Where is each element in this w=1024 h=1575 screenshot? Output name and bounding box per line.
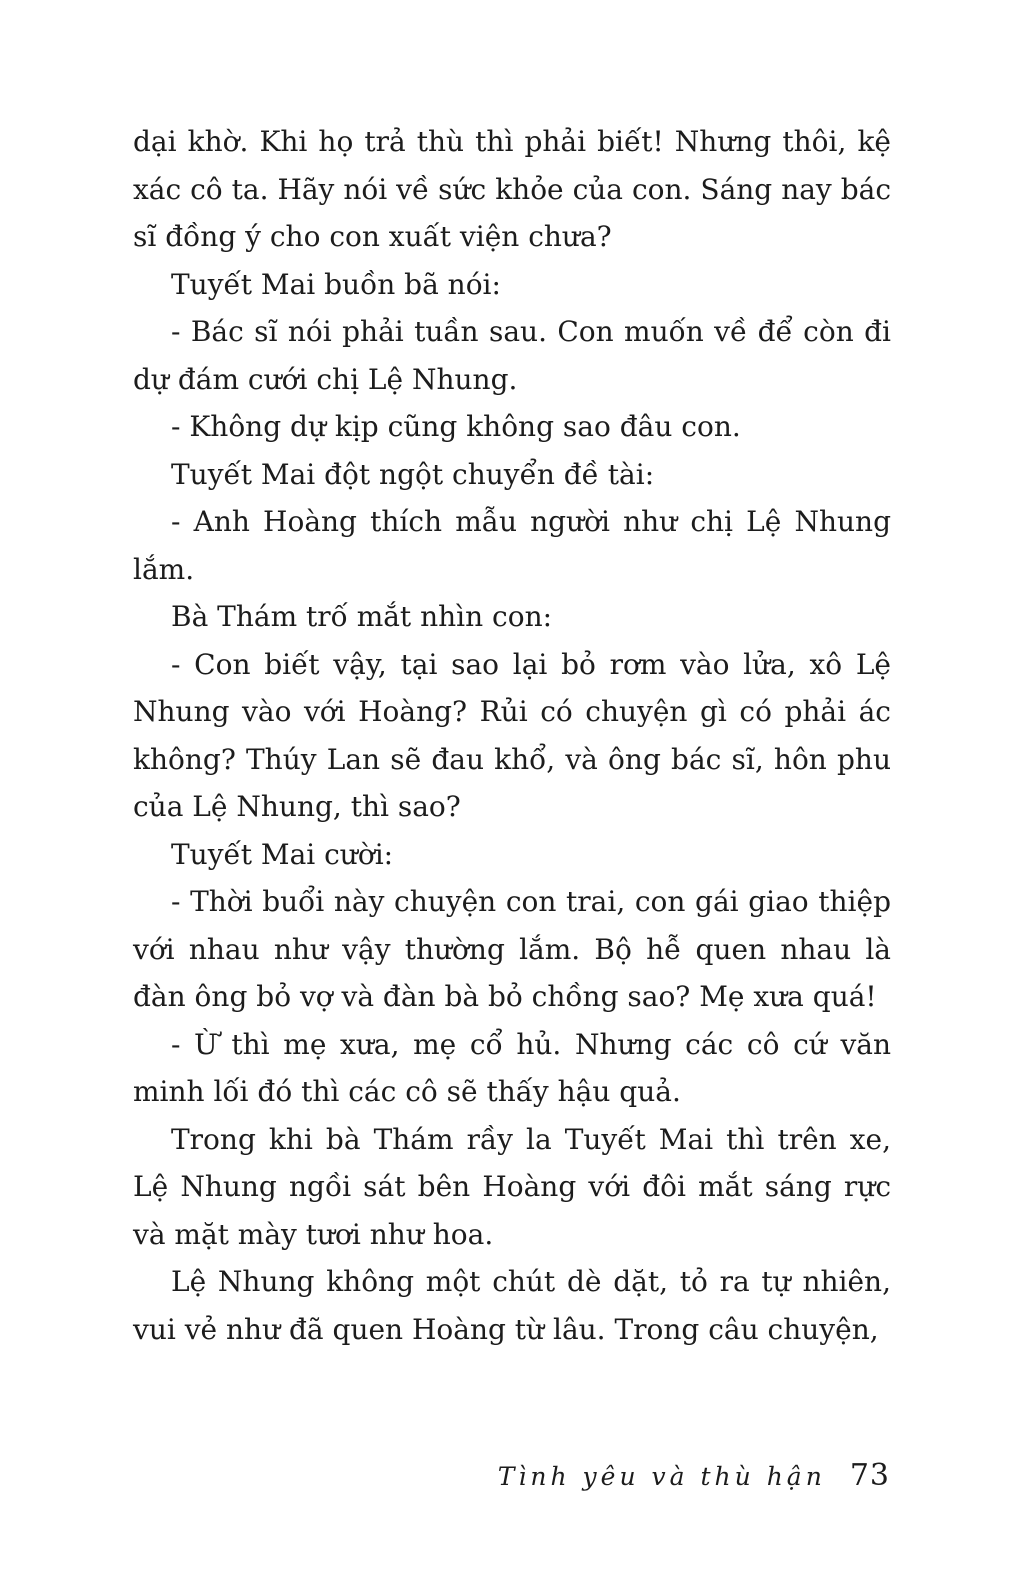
page-footer	[498, 1458, 890, 1493]
paragraph: Tuyết Mai buồn bã nói:	[171, 267, 501, 301]
paragraph: Lệ Nhung không một chút dè dặt, tỏ ra tự nhiên, vui vẻ như đã quen Hoàng từ lâu. Trong câu chuyện,	[133, 1265, 891, 1346]
paragraph: - Ừ thì mẹ xưa, mẹ cổ hủ. Nhưng các cô cứ văn minh lối đó thì các cô sẽ thấy hậu quả.	[133, 1027, 891, 1108]
paragraph: - Thời buổi này chuyện con trai, con gái giao thiệp với nhau như vậy thường lắm. Bộ hễ quen nhau là đàn ông bỏ vợ và đàn bà bỏ chồng sao? Mẹ xưa quá!	[133, 885, 891, 1013]
running-title: Tình yêu và thù hận	[497, 1462, 826, 1491]
paragraph: - Không dự kịp cũng không sao đâu con.	[171, 410, 741, 443]
paragraph: - Anh Hoàng thích mẫu người như chị Lệ Nhung lắm.	[133, 505, 891, 586]
paragraph: - Con biết vậy, tại sao lại bỏ rơm vào lửa, xô Lệ Nhung vào với Hoàng? Rủi có chuyện gì có phải ác không? Thúy Lan sẽ đau khổ, và ông bác sĩ, hôn phu của Lệ Nhung, thì sao?	[133, 647, 891, 823]
paragraph: - Bác sĩ nói phải tuần sau. Con muốn về để còn đi dự đám cưới chị Lệ Nhung.	[133, 315, 891, 396]
page-number: 73	[849, 1458, 890, 1493]
paragraph: dại khờ. Khi họ trả thù thì phải biết! Nhưng thôi, kệ xác cô ta. Hãy nói về sức khỏe của con. Sáng nay bác sĩ đồng ý cho con xuất viện chưa?	[133, 125, 891, 253]
body-text	[133, 118, 891, 1353]
paragraph: Trong khi bà Thám rầy la Tuyết Mai thì trên xe, Lệ Nhung ngồi sát bên Hoàng với đôi mắt sáng rực và mặt mày tươi như hoa.	[133, 1122, 891, 1251]
paragraph: Bà Thám trố mắt nhìn con:	[171, 600, 553, 633]
paragraph: Tuyết Mai cười:	[171, 837, 394, 871]
paragraph: Tuyết Mai đột ngột chuyển đề tài:	[171, 457, 655, 491]
